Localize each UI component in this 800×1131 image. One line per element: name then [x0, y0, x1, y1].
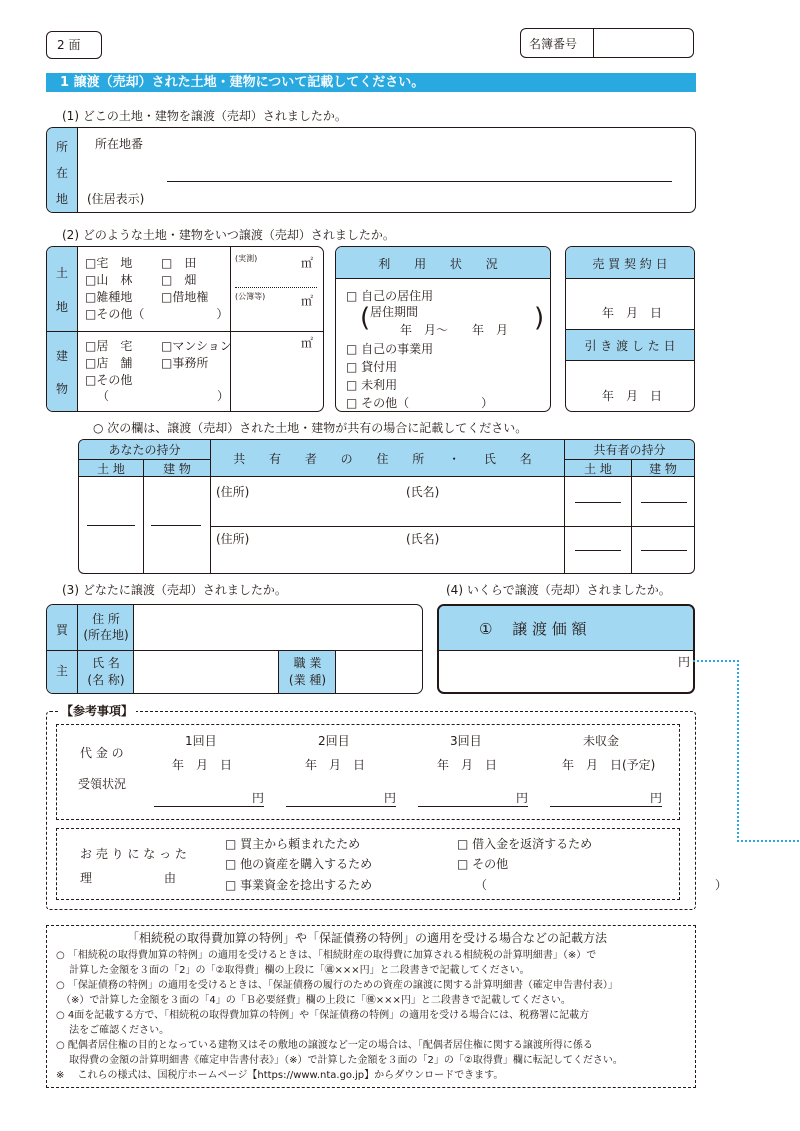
bld-opt-house[interactable]: □居 宅: [85, 339, 133, 353]
payment-col-1: 1回目: [185, 734, 217, 748]
payment-yen-4: 円: [650, 791, 663, 805]
your-share-building: 建 物: [163, 462, 191, 476]
payment-col-3: 3回目: [450, 734, 482, 748]
dates-box: [565, 246, 695, 412]
your-land-share-line[interactable]: [87, 525, 135, 526]
notes-line-8: 取得費の金額の計算明細書《確定申告書付表》」（※）で計算した金額を３面の「2」の「②取得費」欄に転記してください。: [56, 1055, 623, 1066]
coowner-note: ○ 次の欄は、譲渡（売却）された土地・建物が共有の場合に記載してください。: [93, 421, 528, 435]
payment-yen-1: 円: [252, 791, 265, 805]
address-line[interactable]: [167, 181, 672, 182]
q2-question: (2) どのような土地・建物をいつ譲渡（売却）されましたか。: [62, 228, 395, 242]
land-opt-misc[interactable]: □雑種地: [85, 290, 133, 304]
bld-opt-mansion[interactable]: □マンション: [161, 339, 232, 353]
coowner-box: [78, 439, 695, 574]
coowner2-land-share-line[interactable]: [575, 550, 621, 551]
reason-buyer-request[interactable]: □ 買主から頼まれたため: [225, 837, 361, 851]
payment-yen-2: 円: [384, 791, 397, 805]
payment-date-3[interactable]: 年 月 日: [437, 758, 498, 772]
payment-amount-2[interactable]: [286, 792, 396, 807]
land-registry-unit: ㎡: [301, 294, 314, 308]
usage-self-business[interactable]: □ 自己の事業用: [346, 342, 434, 356]
coowner1-name-label: (氏名): [406, 485, 440, 499]
coowner-share-title: 共有者の持分: [593, 443, 666, 457]
q1-question: (1) どこの土地・建物を譲渡（売却）されましたか。: [62, 109, 347, 123]
notes-line-2: 計算した金額を３面の「2」の「②取得費」欄の上段に「㊜×××円」と二段書きで記載してください。: [56, 965, 530, 976]
land-opt-paddy[interactable]: □ 田: [161, 256, 197, 270]
notes-line-7: ○ 配偶者居住権の目的となっている建物又はその敷地の譲渡など一定の場合は、「配偶者居住権に関する譲渡所得に係る: [56, 1040, 593, 1051]
sale-price-unit: 円: [678, 655, 691, 669]
land-side-1: 土: [56, 266, 69, 280]
handover-date-title: 引 き 渡 し た 日: [584, 339, 676, 353]
usage-unused[interactable]: □ 未利用: [346, 378, 398, 392]
usage-period-label: 居住期間: [370, 305, 419, 319]
q4-question: (4) いくらで譲渡（売却）されましたか。: [446, 583, 671, 597]
reason-other[interactable]: □ その他: [457, 857, 509, 871]
payment-yen-3: 円: [516, 791, 529, 805]
building-unit: ㎡: [301, 336, 314, 350]
coowner1-address-label: (住所): [216, 485, 250, 499]
property-type-box: [46, 246, 324, 412]
address-label: 所在地番: [95, 137, 144, 151]
buyer-side-1: 買: [56, 623, 69, 637]
registry-number-input[interactable]: [594, 29, 693, 57]
payment-label-2: 受領状況: [78, 777, 127, 791]
buyer-name-input[interactable]: [135, 651, 277, 694]
land-actual-label: (実測): [235, 254, 258, 263]
bld-opt-office[interactable]: □事務所: [161, 356, 209, 370]
bld-opt-other[interactable]: □その他: [85, 373, 133, 387]
land-side-2: 地: [56, 300, 69, 314]
coowner1-building-share-line[interactable]: [641, 502, 687, 503]
bld-opt-other-paren: （ ）: [97, 389, 230, 403]
buyer-address-label2: (所在地): [83, 628, 129, 642]
coowner2-address-label: (住所): [216, 532, 250, 546]
buyer-job-label2: (業 種): [288, 673, 327, 687]
bld-opt-shop[interactable]: □店 舗: [85, 356, 133, 370]
buyer-name-label: 氏 名: [92, 656, 120, 670]
coowner-share-building: 建 物: [649, 462, 677, 476]
residence-label: (住居表示): [87, 192, 145, 206]
handover-date-value[interactable]: 年 月 日: [602, 389, 663, 403]
notes-title: 「相続税の取得費加算の特例」や「保証債務の特例」の適用を受ける場合などの記載方法: [127, 931, 608, 945]
buyer-address-input[interactable]: [135, 605, 422, 649]
section-title-bar: [46, 73, 696, 92]
payment-date-4[interactable]: 年 月 日(予定): [562, 758, 656, 772]
reason-repay-loan[interactable]: □ 借入金を返済するため: [457, 837, 593, 851]
land-registry-label: (公簿等): [235, 292, 266, 301]
usage-period-dates[interactable]: 年 月〜 年 月: [400, 323, 509, 337]
payment-col-2: 2回目: [318, 734, 350, 748]
buyer-job-input[interactable]: [337, 651, 422, 694]
notes-line-9: ※ これらの様式は、国税庁ホームページ【https://www.nta.go.jp】からダウンロードできます。: [56, 1070, 504, 1081]
usage-rental[interactable]: □ 貸付用: [346, 360, 398, 374]
q1-address-box: [46, 127, 696, 213]
reason-label-1: お 売 り に な っ た: [80, 847, 187, 861]
contract-date-title: 売 買 契 約 日: [592, 257, 668, 271]
reference-title: 【参考事項】: [58, 704, 136, 718]
page-label-box: [46, 31, 102, 59]
land-opt-field[interactable]: □ 畑: [161, 273, 197, 287]
land-opt-residential[interactable]: □宅 地: [85, 256, 133, 270]
reason-buy-other[interactable]: □ 他の資産を購入するため: [225, 857, 373, 871]
usage-other[interactable]: □ その他（ ）: [346, 396, 494, 410]
coowner2-name-label: (氏名): [406, 532, 440, 546]
notes-line-4: （※）で計算した金額を３面の「4」の「Ｂ必要経費」欄の上段に「㊝×××円」と二段書きで記載してください。: [56, 995, 571, 1006]
notes-line-1: ○ 「相続税の取得費加算の特例」の適用を受けるときは、「相続財産の取得費に加算される相続税の計算明細書」（※）で: [56, 950, 597, 961]
buyer-job-label: 職 業: [293, 656, 322, 670]
land-actual-unit: ㎡: [301, 256, 314, 270]
coowner-address-title: 共 有 者 の 住 所 ・ 氏 名: [233, 452, 542, 466]
sale-price-title: ① 譲 渡 価 額: [479, 620, 587, 638]
usage-box: 利 用 状 況 □ 自己の居住用 居住期間 ( ) 年 月〜 年 月 □ 自己の事業用 □ 貸付用 □ 未利用 □ その他（ ）: [335, 246, 551, 412]
q3-question: (3) どなたに譲渡（売却）されましたか。: [62, 583, 287, 597]
usage-title: 利 用 状 況: [378, 257, 508, 271]
notes-right-edge: [695, 925, 696, 1088]
building-side-1: 建: [56, 349, 69, 363]
reason-other-detail[interactable]: （ ）: [475, 878, 728, 892]
connector-dotted-line: [693, 655, 800, 850]
notes-line-6: 法をご確認ください。: [56, 1025, 170, 1036]
q1-side-1: 所: [56, 140, 69, 154]
payment-col-4: 未収金: [583, 734, 620, 748]
coowner1-land-share-line[interactable]: [575, 502, 621, 503]
payment-amount-4[interactable]: [550, 792, 662, 807]
registry-number-label: 名簿番号: [529, 37, 578, 51]
payment-date-2[interactable]: 年 月 日: [305, 758, 366, 772]
payment-date-1[interactable]: 年 月 日: [172, 758, 233, 772]
buyer-box: [46, 604, 423, 694]
notes-line-3: ○ 「保証債務の特例」の適用を受けるときは、「保証債務の履行のための資産の譲渡に関する計算明細書（確定申告書付表）」: [56, 980, 618, 991]
coowner2-building-share-line[interactable]: [641, 550, 687, 551]
coowner-share-land: 土 地: [584, 462, 612, 476]
reason-label-2: 理 由: [80, 871, 177, 885]
land-opt-leasehold[interactable]: □借地権: [161, 290, 209, 304]
land-opt-other[interactable]: □その他（ ）: [85, 307, 229, 321]
reason-business-fund[interactable]: □ 事業資金を捻出するため: [225, 878, 373, 892]
payment-label-1: 代 金 の: [80, 746, 124, 760]
payment-amount-1[interactable]: [154, 792, 264, 807]
sale-price-box: [437, 604, 695, 694]
registry-number-box: [520, 28, 694, 58]
building-side-2: 物: [56, 382, 69, 396]
contract-date-value[interactable]: 年 月 日: [602, 306, 663, 320]
section-title: 1 譲渡（売却）された土地・建物について記載してください。: [60, 75, 425, 90]
payment-amount-3[interactable]: [418, 792, 528, 807]
sale-price-input[interactable]: [439, 652, 675, 692]
q1-side-3: 地: [56, 192, 69, 206]
notes-line-5: ○ 4面を記載する方で、「相続税の取得費加算の特例」や「保証債務の特例」の適用を受ける場合には、税務署に記載方: [56, 1010, 590, 1021]
your-share-title: あなたの持分: [108, 443, 181, 457]
buyer-side-2: 主: [56, 664, 69, 678]
buyer-address-label: 住 所: [92, 612, 120, 626]
q1-side-2: 在: [56, 166, 69, 180]
usage-self-residence[interactable]: □ 自己の居住用: [346, 289, 434, 303]
buyer-name-label2: (名 称): [87, 673, 125, 687]
your-share-land: 土 地: [97, 462, 125, 476]
notes-left-edge: [46, 925, 47, 1088]
land-opt-forest[interactable]: □山 林: [85, 273, 133, 287]
your-building-share-line[interactable]: [151, 525, 201, 526]
page-label: 2 面: [57, 38, 81, 52]
